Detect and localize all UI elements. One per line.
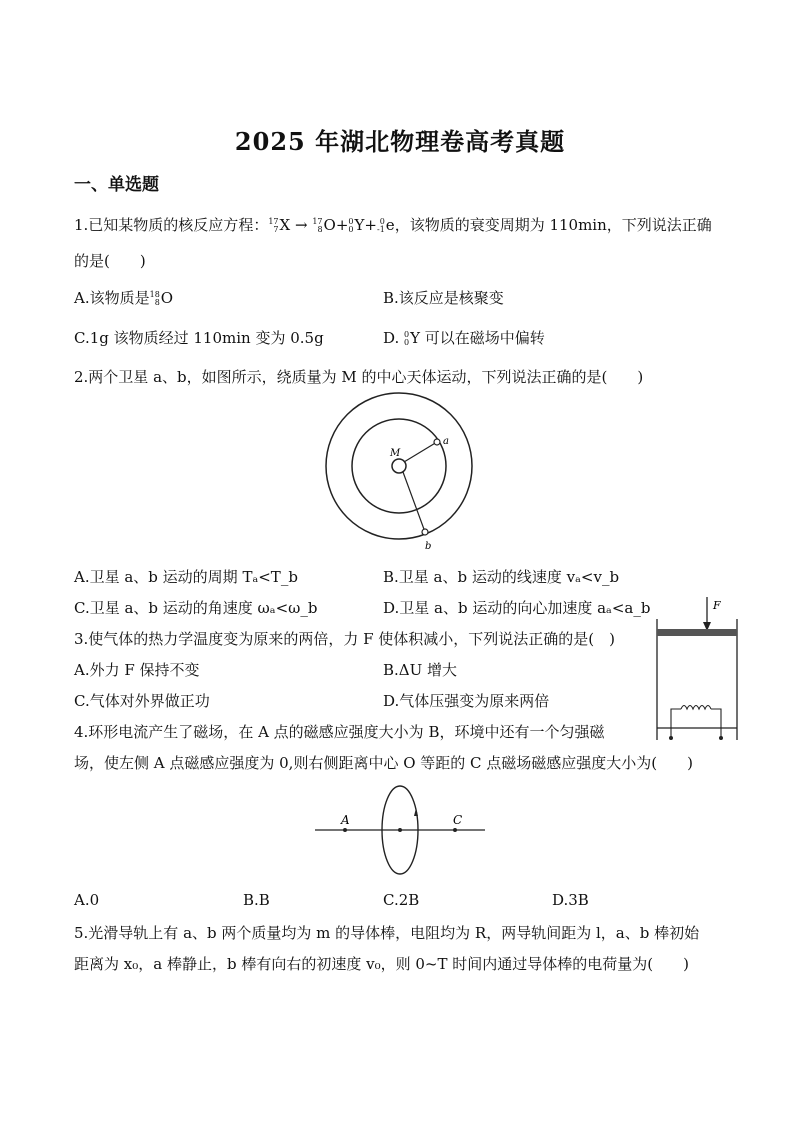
q1-eq-o-charge: 8 [317,225,323,234]
q1-eq-o-iso [312,218,322,234]
terminal-right [719,736,723,740]
question-3-stem: 3.使气体的热力学温度变为原来的两倍，力 F 使体积减小，下列说法正确的是( ) [74,630,615,648]
heater-lead-left [671,709,681,738]
q4-stem-b: 场，使左侧 A 点磁感应强度为 0,则右侧距离中心 O 等距的 C 点磁场磁感应强度大小为( ) [74,754,694,772]
q1-eq-x-iso [268,218,278,234]
q3-option-d: D.气体压强变为原来两倍 [383,692,550,710]
label-a: a [443,436,449,447]
q1-option-a-mass: 18 [149,290,160,299]
q1-option-a-text: A.该物质是 [74,289,150,307]
q2-option-b: B.卫星 a、b 运动的线速度 vₐ<v_b [383,568,620,586]
section-heading: 一、单选题 [74,175,159,195]
q1-eq-x-symbol: X [279,216,291,234]
satellite-b [422,529,428,535]
q1-eq-y-symbol: Y [354,216,365,234]
q1-option-a-iso [150,291,160,307]
q5-stem-b: 距离为 x₀，a 棒静止，b 棒有向右的初速度 v₀，则 0~T 时间内通过导体棒的电荷量为( ) [74,955,689,973]
heater-coil [681,706,711,710]
label-c-point: C [453,813,463,827]
current-direction-arrow [414,808,418,816]
q4-option-d: D.3B [552,891,589,909]
q4-stem-a: 4.环形电流产生了磁场，在 A 点的磁感应强度大小为 B，环境中还有一个匀强磁 [74,723,605,741]
q1-stem-c: 的是( ) [74,252,146,270]
q1-option-d-charge: 0 [404,338,410,347]
q1-eq-e-mass: 0 [379,217,385,226]
q1-option-d-iso [404,331,409,347]
q2-option-d: D.卫星 a、b 运动的向心加速度 aₐ<a_b [383,599,651,617]
point-o [398,828,402,832]
q1-option-a-symbol: O [160,289,174,307]
radius-a [404,442,437,462]
q1-eq-e-symbol: e [385,216,395,234]
q1-eq-y-mass: 0 [348,217,354,226]
question-2-stem: 2.两个卫星 a、b，如图所示，绕质量为 M 的中心天体运动，下列说法正确的是( ) [74,368,644,386]
q1-eq-e-charge: -1 [377,225,385,234]
question-1-stem [74,214,712,235]
orbit-diagram [320,392,480,554]
radius-b [403,472,425,532]
central-body [392,459,406,473]
q2-option-c: C.卫星 a、b 运动的角速度 ωₐ<ω_b [74,599,318,617]
q1-option-d-text: Y 可以在磁场中偏转 [410,329,545,347]
heater-lead-right [711,709,721,738]
q1-eq-arrow: → [294,216,308,234]
q1-eq-x-charge: 7 [273,225,279,234]
q1-option-a [74,287,173,308]
q3-option-c: C.气体对外界做正功 [74,692,210,710]
point-c [453,828,457,832]
q2-option-a: A.卫星 a、b 运动的周期 Tₐ<T_b [74,568,298,586]
q1-stem-a: 1.已知某物质的核反应方程： [74,216,269,234]
satellite-a [434,439,440,445]
q3-option-a: A.外力 F 保持不变 [74,661,200,679]
label-m: M [390,448,401,459]
label-a-point: A [341,813,350,827]
q1-option-a-charge: 8 [154,298,160,307]
ring-current-diagram [310,782,490,882]
point-a [343,828,347,832]
q1-eq-o-mass: 17 [312,217,323,226]
q1-eq-plus2: + [364,216,377,234]
terminal-left [669,736,673,740]
page-title: 2025 年湖北物理卷高考真题 [234,127,566,156]
q1-option-d-prefix: D. [383,329,405,347]
q1-eq-x-mass: 17 [268,217,279,226]
q3-option-b: B.ΔU 增大 [383,661,458,679]
q4-option-b: B.B [243,891,270,909]
q1-option-c: C.1g 该物质经过 110min 变为 0.5g [74,329,324,347]
q1-eq-plus1: + [335,216,349,234]
q1-option-d [383,327,545,348]
piston [657,629,737,636]
q1-stem-b: ，该物质的衰变周期为 110min，下列说法正确 [394,216,712,234]
label-force: F [713,599,721,612]
q1-eq-o-symbol: O [323,216,336,234]
q4-option-a: A.0 [74,891,100,909]
q1-option-d-mass: 0 [404,330,410,339]
q1-eq-y-iso [348,218,353,234]
q1-eq-y-charge: 0 [348,225,354,234]
piston-diagram [645,595,750,745]
q1-eq-e-iso [377,218,385,234]
q1-option-b: B.该反应是核聚变 [383,289,504,307]
q5-stem-a: 5.光滑导轨上有 a、b 两个质量均为 m 的导体棒，电阻均为 R，两导轨间距为 l，a、b 棒初始 [74,924,700,942]
q4-option-c: C.2B [383,891,420,909]
label-b: b [425,541,432,552]
